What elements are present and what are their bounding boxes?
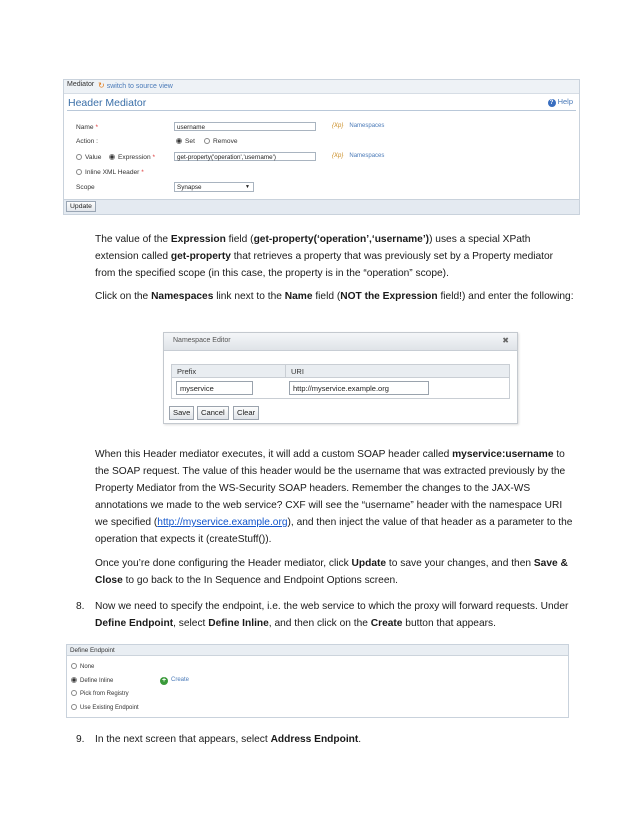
help-icon: ? xyxy=(548,99,556,107)
prefix-input[interactable]: myservice xyxy=(176,381,253,395)
name-input[interactable]: username xyxy=(174,122,316,131)
endpoint-option-define-inline[interactable]: Define Inline xyxy=(71,677,113,684)
name-label: Name * xyxy=(76,124,99,131)
dialog-header xyxy=(164,333,517,351)
close-icon[interactable]: ✖ xyxy=(502,336,509,345)
save-button[interactable]: Save xyxy=(169,406,194,420)
radio-icon xyxy=(176,138,182,144)
refresh-icon: ↻ xyxy=(98,81,105,90)
step-8-text: Now we need to specify the endpoint, i.e. the web service to which the proxy will forward requests. Under Define Endpoint, select Define Inline, and then click on the Create button that appears. xyxy=(95,601,569,629)
expression-input[interactable]: get-property('operation','username') xyxy=(174,152,316,161)
clear-button[interactable]: Clear xyxy=(233,406,259,420)
endpoint-option-registry[interactable]: Pick from Registry xyxy=(71,690,129,697)
radio-icon xyxy=(109,154,115,160)
radio-icon xyxy=(71,663,77,669)
switch-to-source-view-link[interactable] xyxy=(98,81,173,90)
namespace-table xyxy=(171,364,510,399)
uri-column-header: URI xyxy=(285,365,509,378)
endpoint-option-none[interactable]: None xyxy=(71,663,94,670)
chevron-down-icon: ▼ xyxy=(245,184,250,190)
radio-icon xyxy=(71,704,77,710)
radio-icon xyxy=(204,138,210,144)
xpath-icon: {Xp} xyxy=(332,123,344,129)
radio-icon xyxy=(71,677,77,683)
radio-icon xyxy=(71,690,77,696)
endpoint-option-existing[interactable]: Use Existing Endpoint xyxy=(71,704,139,711)
paragraph-namespaces: Click on the Namespaces link next to the Name field (NOT the Expression field!) and enter the following: xyxy=(95,291,574,302)
define-endpoint-panel xyxy=(66,644,569,718)
mediator-bottombar xyxy=(64,199,579,214)
create-button[interactable] xyxy=(160,677,189,685)
panel-title: Header Mediator xyxy=(68,97,147,109)
radio-icon xyxy=(76,169,82,175)
expression-namespaces-link[interactable] xyxy=(332,153,384,159)
scope-select[interactable]: Synapse ▼ xyxy=(174,182,254,192)
action-set-radio[interactable]: Set xyxy=(176,138,195,145)
name-namespaces-link[interactable] xyxy=(332,123,384,129)
mediator-topbar xyxy=(64,80,579,94)
define-endpoint-header: Define Endpoint xyxy=(67,645,568,656)
scope-label: Scope xyxy=(76,184,95,191)
add-icon: + xyxy=(161,677,167,684)
help-label: Help xyxy=(557,97,573,106)
step-8-number: 8. xyxy=(76,601,85,612)
xpath-icon: {Xp} xyxy=(332,153,344,159)
expression-radio[interactable]: Expression * xyxy=(109,154,155,161)
paragraph-expression: The value of the Expression field (get-property(‘operation’,‘username’)) uses a special XPath extension called get-property that retrieves a property that was previously set by a Property mediator from the specified scope (in this case, the property is in the “operation” scope). xyxy=(95,234,554,279)
header-mediator-panel xyxy=(63,79,580,215)
value-radio[interactable]: Value xyxy=(76,154,101,161)
inline-xml-radio[interactable]: Inline XML Header * xyxy=(76,169,144,176)
cancel-button[interactable]: Cancel xyxy=(197,406,229,420)
action-label: Action : xyxy=(76,138,98,145)
prefix-column-header: Prefix xyxy=(172,365,285,378)
paragraph-update-instructions: Once you’re done configuring the Header mediator, click Update to save your changes, and then Save & Close to go back to the In Sequence and Endpoint Options screen. xyxy=(95,558,568,586)
paragraph-header-explanation: When this Header mediator executes, it will add a custom SOAP header called myservice:username to the SOAP request. The value of this header would be the username that was extracted previously by the Property Mediator from the WS-Security SOAP headers. Remember the changes to the JAX-WS annotations we made to the web service? CXF will see the “username” header with the namespace URI we specified (http://myservice.example.org), and then inject the value of that header as a parameter to the operation that expects it (createStuff()). xyxy=(95,449,573,545)
mediator-breadcrumb: Mediator xyxy=(67,81,95,88)
radio-icon xyxy=(76,154,82,160)
namespaces-label: Namespaces xyxy=(349,123,385,129)
update-button[interactable]: Update xyxy=(66,201,96,212)
namespaces-label: Namespaces xyxy=(349,153,385,159)
namespace-editor-dialog xyxy=(163,332,518,424)
create-label: Create xyxy=(171,677,190,683)
uri-input[interactable]: http://myservice.example.org xyxy=(289,381,429,395)
dialog-title: Namespace Editor xyxy=(173,337,231,344)
switch-link-label: switch to source view xyxy=(106,83,173,90)
step-9-number: 9. xyxy=(76,734,85,745)
help-link[interactable] xyxy=(548,97,573,107)
step-9-text: In the next screen that appears, select Address Endpoint. xyxy=(95,734,362,745)
namespace-uri-link[interactable]: http://myservice.example.org xyxy=(157,517,288,528)
title-divider xyxy=(67,110,576,111)
action-remove-radio[interactable]: Remove xyxy=(204,138,238,145)
